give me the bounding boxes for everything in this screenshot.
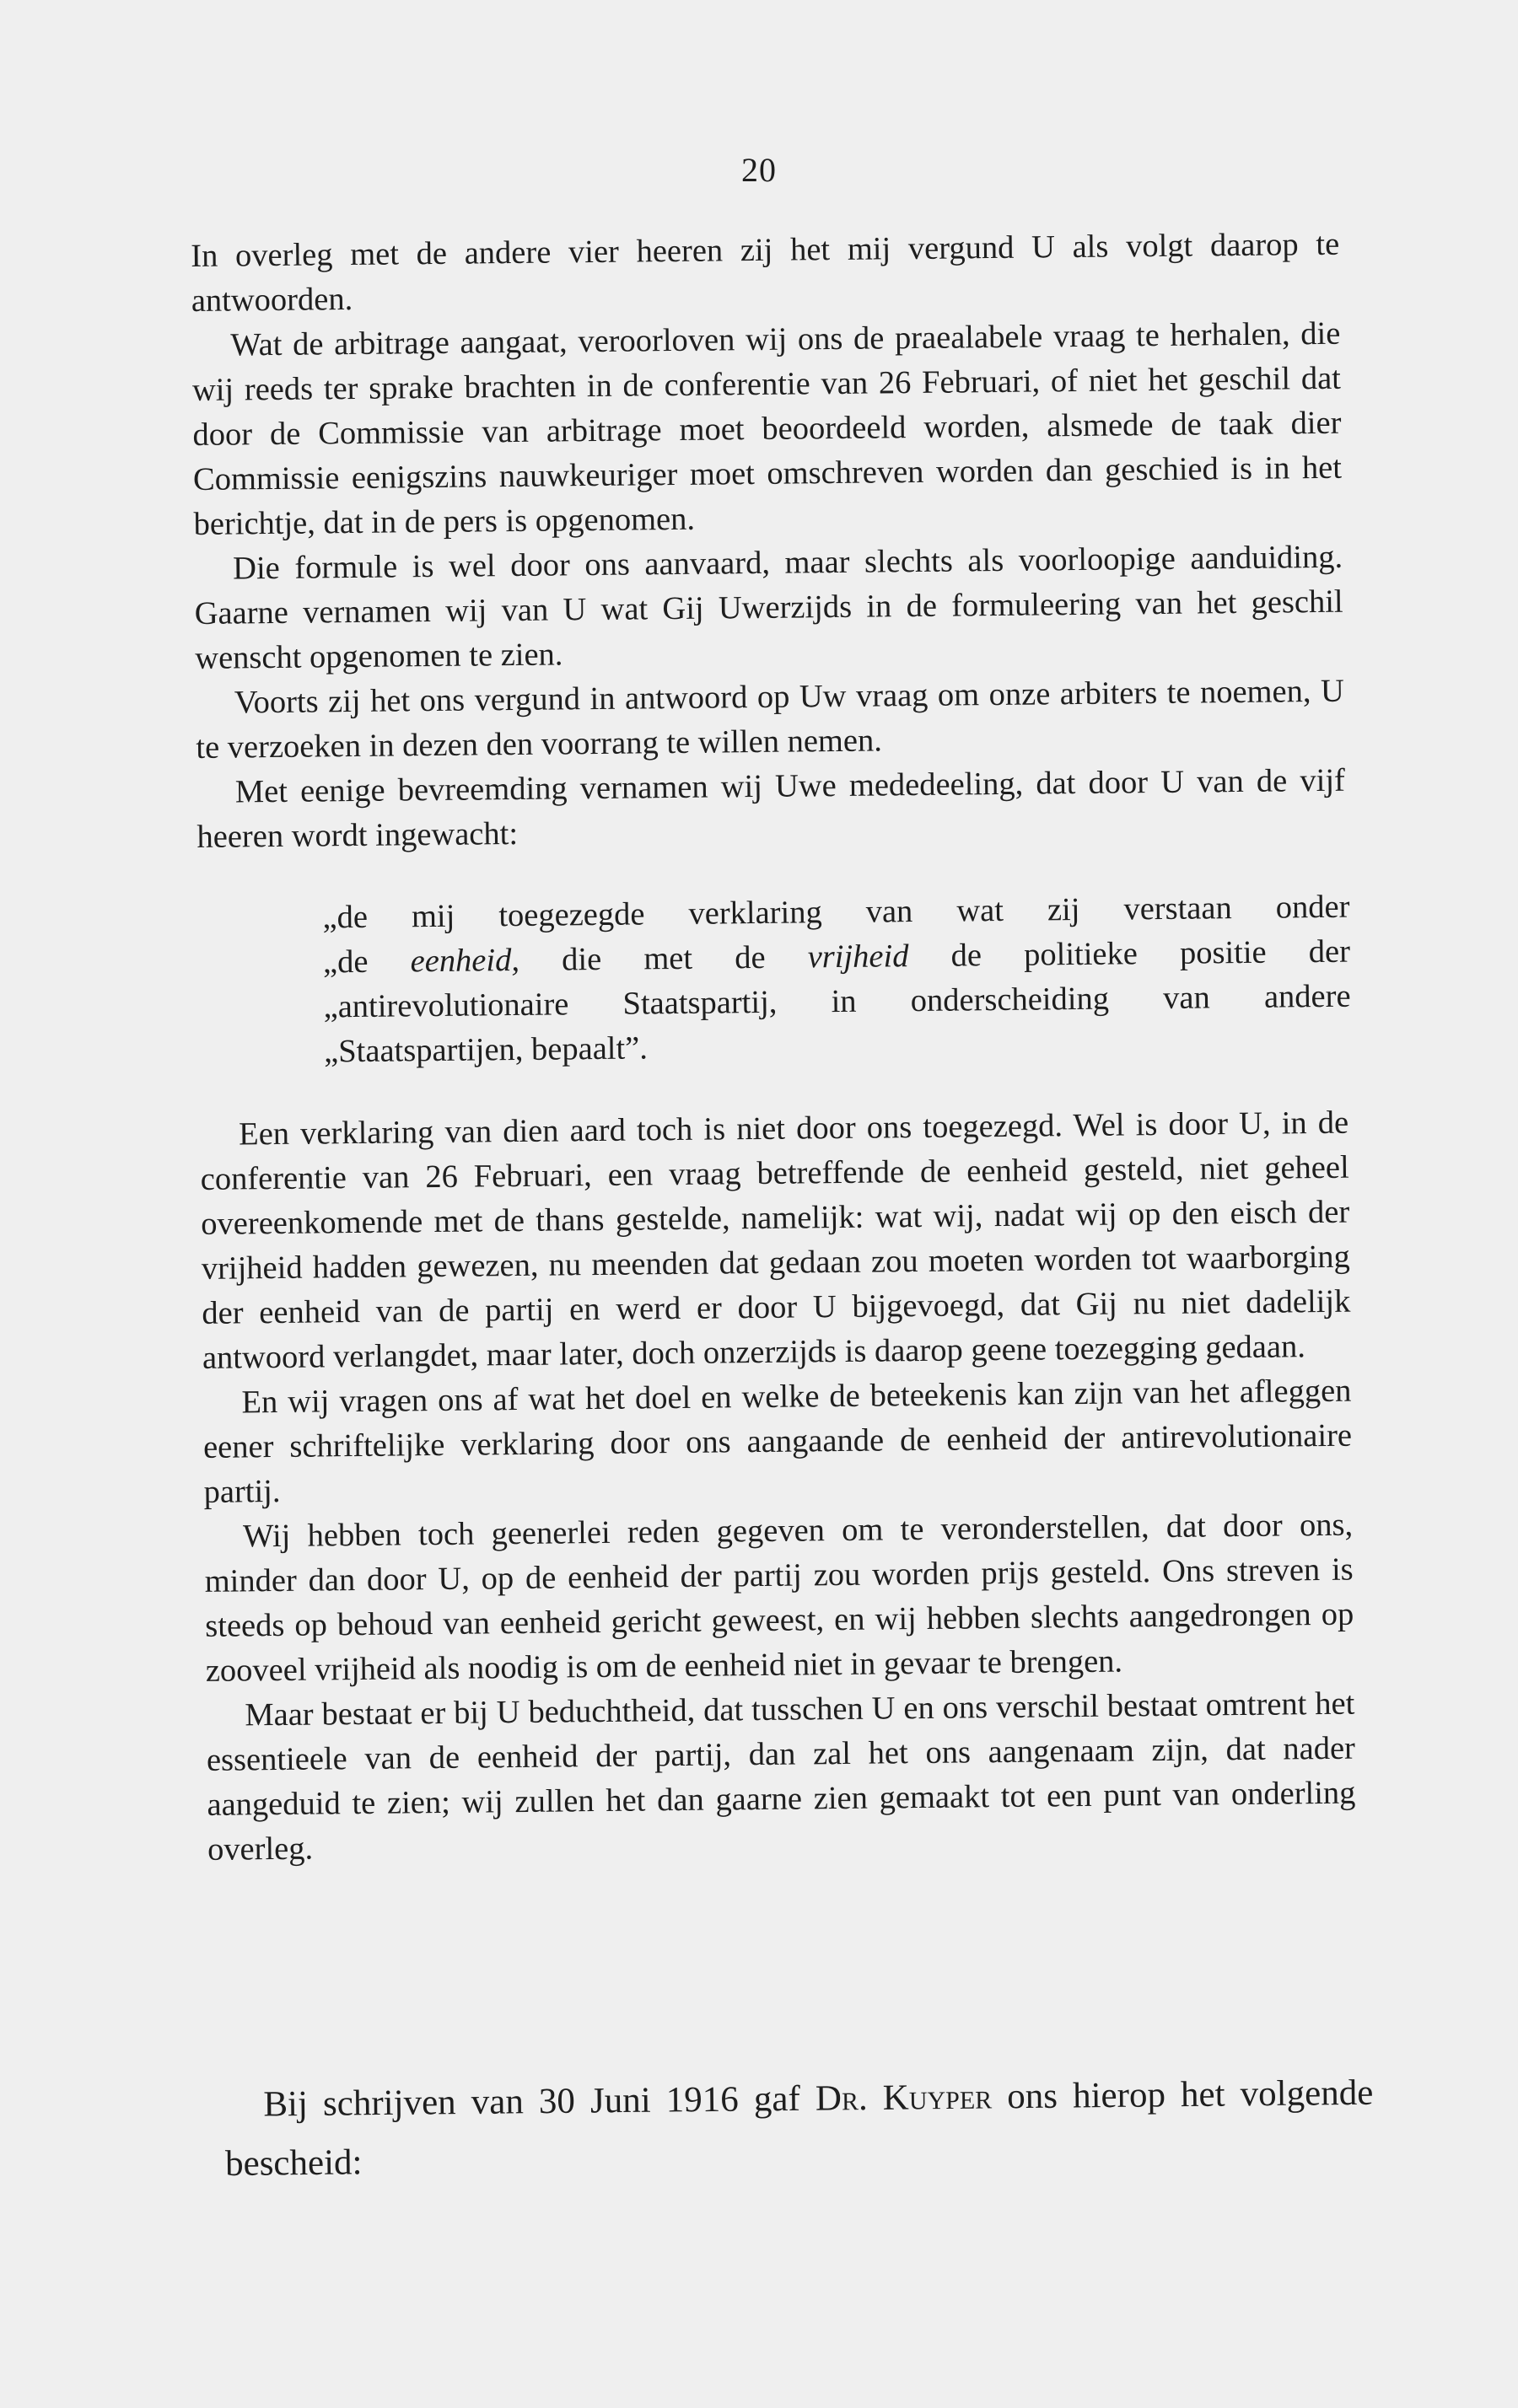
closing-text: ons hierop het volgende bescheid: (224, 2072, 1374, 2184)
paragraph-6: Een verklaring van dien aard toch is niet door ons toegezegd. Wel is door U, in de conferentie van 26 Februari, een vraag betreffende de eenheid gesteld, niet geheel overeenkomende met de thans gestelde, namelijk: wat wij, nadat wij op den eisch der vrijheid hadden gewezen, nu meenden dat gedaan zou moeten worden tot waarborging der eenheid van de partij en werd er door U bijgevoegd, dat Gij nu niet dadelijk antwoord verlangdet, maar later, doch onzerzijds is daarop geene toezegging gedaan. (200, 1105, 1351, 1376)
quote-line-1: „de mij toegezegde verklaring van wat zij verstaan onder (322, 889, 1350, 936)
quote-text: de politieke positie der (908, 933, 1351, 975)
paragraph-4: Voorts zij het ons vergund in antwoord op Uw vraag om onze arbiters te noemen, U te verzoeken in dezen den voorrang te willen nemen. (196, 673, 1344, 766)
quote-emphasis-eenheid: eenheid, (410, 942, 520, 980)
closing-paragraph (224, 2064, 1374, 2194)
paragraph-2: Wat de arbitrage aangaat, veroorloven wij ons de praealabele vraag te herhalen, die wij reeds ter sprake brachten in de conferentie van 26 Februari, of niet het geschil dat door de Commissie van arbitrage moet beoordeeld worden, alsmede de taak dier Commissie eenigszins nauwkeuriger moet omschreven worden dan geschied is in het berichtje, dat in de pers is opgenomen. (191, 315, 1343, 542)
paragraph-3: Die formule is wel door ons aanvaard, maar slechts als voorloopige aanduiding. Gaarne vernamen wij van U wat Gij Uwerzijds in de formuleering van het geschil wenscht opgenomen te zien. (194, 539, 1343, 676)
paragraph-5: Met eenige bevreemding vernamen wij Uwe mededeeling, dat door U van de vijf heeren wordt ingewacht: (196, 762, 1346, 855)
paragraph-1: In overleg met de andere vier heeren zij het mij vergund U als volgt daarop te antwoorden. (191, 226, 1340, 319)
block-quote (322, 885, 1351, 1075)
quote-line-3: „antirevolutionaire Staatspartij, in onderscheiding van andere (323, 978, 1351, 1025)
page-number: 20 (741, 151, 777, 189)
closing-statement (224, 2064, 1374, 2194)
paragraph-8: Wij hebben toch geenerlei reden gegeven om te veronderstellen, dat door ons, minder dan door U, op de eenheid der partij zou worden prijs gesteld. Ons streven is steeds op behoud van eenheid gericht geweest, en wij hebben slechts aangedrongen op zooveel vrijheid als noodig is om de eenheid niet in gevaar te brengen. (204, 1507, 1354, 1689)
quote-emphasis-vrijheid: vrijheid (807, 938, 909, 976)
paragraph-9: Maar bestaat er bij U beduchtheid, dat tusschen U en ons verschil bestaat omtrent het essentieele van de eenheid der partij, dan zal het ons aangenaam zijn, dat nader aangeduid te zien; wij zullen het dan gaarne zien gemaakt tot een punt van onderling overleg. (206, 1685, 1356, 1868)
letter-body (191, 223, 1356, 1873)
paragraph-7: En wij vragen ons af wat het doel en welke de beteekenis kan zijn van het afleggen eener schriftelijke verklaring door ons aangaande de eenheid der antirevolutionaire partij. (202, 1373, 1353, 1510)
quote-text: die met de (519, 939, 808, 978)
author-name: Dr. Kuyper (815, 2077, 993, 2119)
closing-text: Bij schrijven van 30 Juni 1916 gaf (263, 2078, 816, 2125)
quote-text: „de (322, 943, 411, 981)
quote-line-4: „Staatspartijen, bepaalt”. (323, 1030, 649, 1070)
